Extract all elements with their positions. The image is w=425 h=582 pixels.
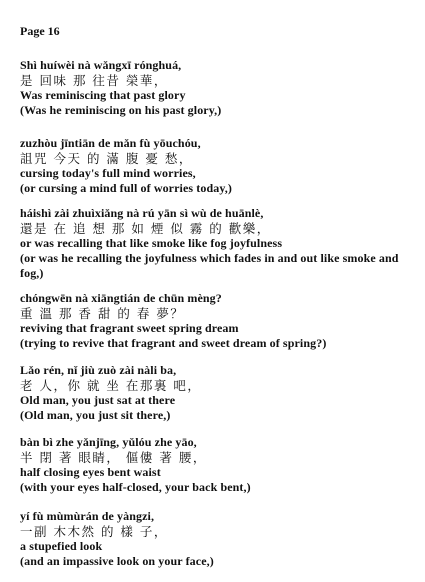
chinese-line: 一副 木木然 的 樣 子， — [20, 524, 168, 539]
chinese-line: 老 人，你 就 坐 在那裏 吧， — [20, 378, 202, 393]
stanza-5 — [20, 363, 420, 423]
pinyin-line: zuzhòu jīntiān de mǎn fù yōuchóu, — [20, 136, 201, 150]
gloss-line: Old man, you just sat at there — [20, 393, 176, 407]
gloss-line: or was recalling that like smoke like fog joyfulness — [20, 236, 283, 250]
translation-line: (Old man, you just sit there,) — [20, 408, 171, 422]
pinyin-line: yí fù mùmùrán de yàngzi, — [20, 509, 155, 523]
gloss-line: half closing eyes bent waist — [20, 465, 161, 479]
gloss-line: Was reminiscing that past glory — [20, 88, 186, 102]
pinyin-line: chóngwēn nà xiāngtián de chūn mèng? — [20, 291, 222, 305]
gloss-line: reviving that fragrant sweet spring dream — [20, 321, 239, 335]
pinyin-line: háishì zài zhuìxiǎng nà rú yān sì wù de huānlè, — [20, 206, 264, 220]
pinyin-line: bàn bì zhe yǎnjīng, yǔlóu zhe yāo, — [20, 435, 197, 449]
translation-line: (trying to revive that fragrant and sweet dream of spring?) — [20, 336, 327, 350]
pinyin-line: Shì huíwèi nà wǎngxī rónghuá, — [20, 58, 182, 72]
stanza-1 — [20, 58, 420, 118]
translation-line: (or was he recalling the joyfulness which fades in and out like smoke and fog,) — [20, 251, 399, 280]
stanza-4 — [20, 291, 420, 351]
page-number: Page 16 — [20, 24, 60, 38]
translation-line: (and an impassive look on your face,) — [20, 554, 214, 568]
stanza-6 — [20, 435, 420, 495]
stanza-2 — [20, 136, 420, 196]
gloss-line: a stupefied look — [20, 539, 103, 553]
gloss-line: cursing today's full mind worries, — [20, 166, 196, 180]
translation-line: (or cursing a mind full of worries today,) — [20, 181, 232, 195]
chinese-line: 是 回味 那 往昔 榮華， — [20, 73, 168, 88]
chinese-line: 重 溫 那 香 甜 的 春 夢？ — [20, 306, 185, 321]
chinese-line: 還是 在 追 想 那 如 煙 似 霧 的 歡樂， — [20, 221, 271, 236]
translation-line: (Was he reminiscing on his past glory,) — [20, 103, 222, 117]
chinese-line: 半 閉 著 眼睛， 傴僂 著 腰， — [20, 450, 207, 465]
pinyin-line: Lǎo rén, nǐ jiù zuò zài nàli ba, — [20, 363, 177, 377]
stanza-7 — [20, 509, 420, 569]
chinese-line: 詛咒 今天 的 滿 腹 憂 愁， — [20, 151, 193, 166]
translation-line: (with your eyes half-closed, your back bent,) — [20, 480, 251, 494]
stanza-3 — [20, 206, 420, 281]
